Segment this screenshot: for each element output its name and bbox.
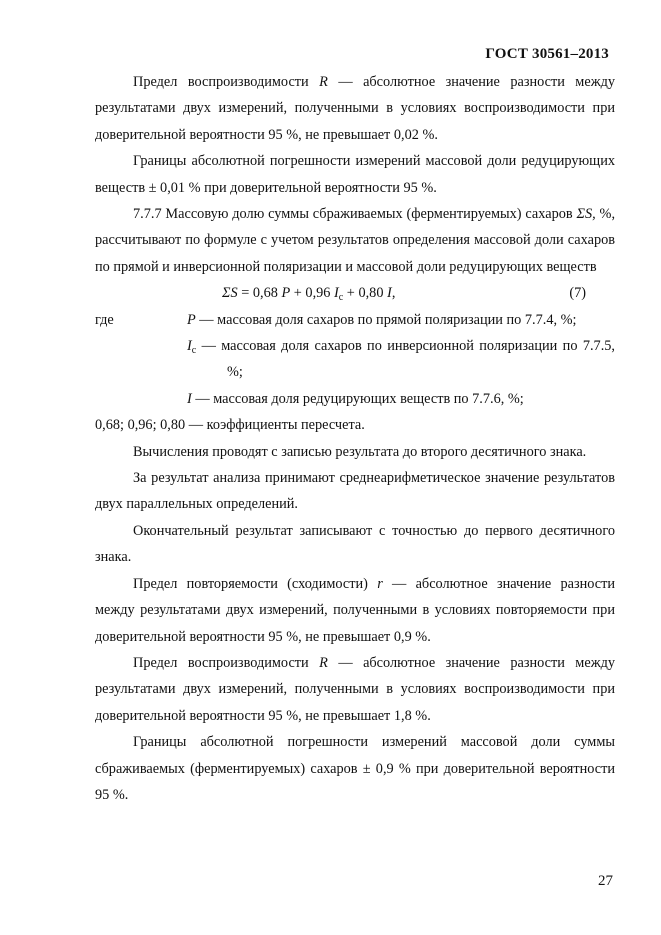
paragraph-repeatability-limit: [95, 571, 615, 650]
paragraph-error-bounds: Границы абсолютной погрешности измерений массовой доли редуцирующих веществ ± 0,01 % при доверительной вероятности 95 %.: [95, 153, 615, 196]
formula-expression: [222, 280, 395, 306]
paragraph-text: Предел повторяемости (сходимости): [133, 575, 368, 592]
paragraph-text: %, рассчитывают по формуле с учетом результатов определения массовой доли сахаров по прямой и инверсионной поляризации и массовой доли редуцирующих веществ: [95, 206, 616, 275]
page-number: 27: [598, 873, 613, 889]
document-header: ГОСТ 30561–2013: [485, 46, 609, 62]
formula-var-i: I: [387, 285, 392, 302]
where-var: P: [187, 311, 196, 328]
where-block: [95, 307, 615, 413]
paragraph-reproducibility-limit: [95, 69, 615, 148]
formula-var-p: P: [281, 285, 291, 302]
variable-r-small: r: [377, 575, 383, 592]
where-item-i: [187, 386, 615, 412]
formula-number: (7): [569, 285, 586, 302]
formula-part: ,: [391, 285, 396, 302]
paragraph-reproducibility-limit-2: [95, 650, 615, 729]
paragraph-calculation: Вычисления проводят с записью результата до второго десятичного знака.: [133, 443, 587, 460]
variable-sum-s: ΣS,: [576, 206, 596, 223]
formula-7: [95, 280, 615, 306]
paragraph-text: Предел воспроизводимости: [133, 74, 309, 90]
paragraph-final-result: Окончательный результат записывают с точностью до первого десятичного знака.: [95, 522, 615, 566]
paragraph-error-bounds-2: Границы абсолютной погрешности измерений массовой доли суммы сбраживаемых (ферментируемых) сахаров ± 0,9 % при доверительной вероятности 95 %.: [95, 734, 615, 803]
variable-r: R: [319, 74, 328, 90]
where-text: — массовая доля сахаров по прямой поляризации по 7.7.4, %;: [195, 311, 577, 328]
formula-part: = 0,68: [237, 285, 282, 302]
paragraph-sugar-fraction: [95, 201, 615, 280]
where-subscript: c: [191, 345, 197, 357]
paragraph-result: За результат анализа принимают среднеарифметическое значение результатов двух параллельных определений.: [95, 470, 615, 513]
where-text: — массовая доля редуцирующих веществ по 7.7.6, %;: [191, 390, 524, 407]
paragraph-text: — абсолютное значение разности между результатами двух измерений, полученными в условиях воспроизводимости при доверительной вероятности 95 %, не превышает 1,8 %.: [95, 654, 615, 724]
formula-lhs: ΣS: [222, 285, 238, 302]
where-item-ic: [187, 333, 615, 386]
where-var: I: [187, 390, 192, 407]
paragraph-text: Предел воспроизводимости: [133, 654, 309, 671]
formula-part: + 0,96: [290, 285, 335, 302]
paragraph-text: 7.7.7 Массовую долю суммы сбраживаемых (ферментируемых) сахаров: [133, 206, 573, 223]
paragraph-text: — абсолютное значение разности между результатами двух измерений, полученными в условиях повторяемости при доверительной вероятности 95 %, не превышает 0,9 %.: [95, 575, 616, 645]
variable-r: R: [319, 654, 328, 671]
where-label: где: [95, 311, 114, 328]
coefficients-line: 0,68; 0,96; 0,80 — коэффициенты пересчета.: [95, 417, 365, 434]
where-var: I: [187, 338, 192, 355]
where-text: — массовая доля сахаров по инверсионной поляризации по 7.7.5, %;: [196, 338, 615, 381]
where-item-p: [187, 307, 615, 333]
formula-var-ic: I: [334, 285, 339, 302]
paragraph-text: — абсолютное значение разности между результатами двух измерений, полученными в условиях воспроизводимости при доверительной вероятности 95 %, не превышает 0,02 %.: [95, 74, 615, 143]
document-body: [95, 69, 615, 808]
formula-part: + 0,80: [343, 285, 388, 302]
formula-subscript: c: [338, 292, 344, 304]
